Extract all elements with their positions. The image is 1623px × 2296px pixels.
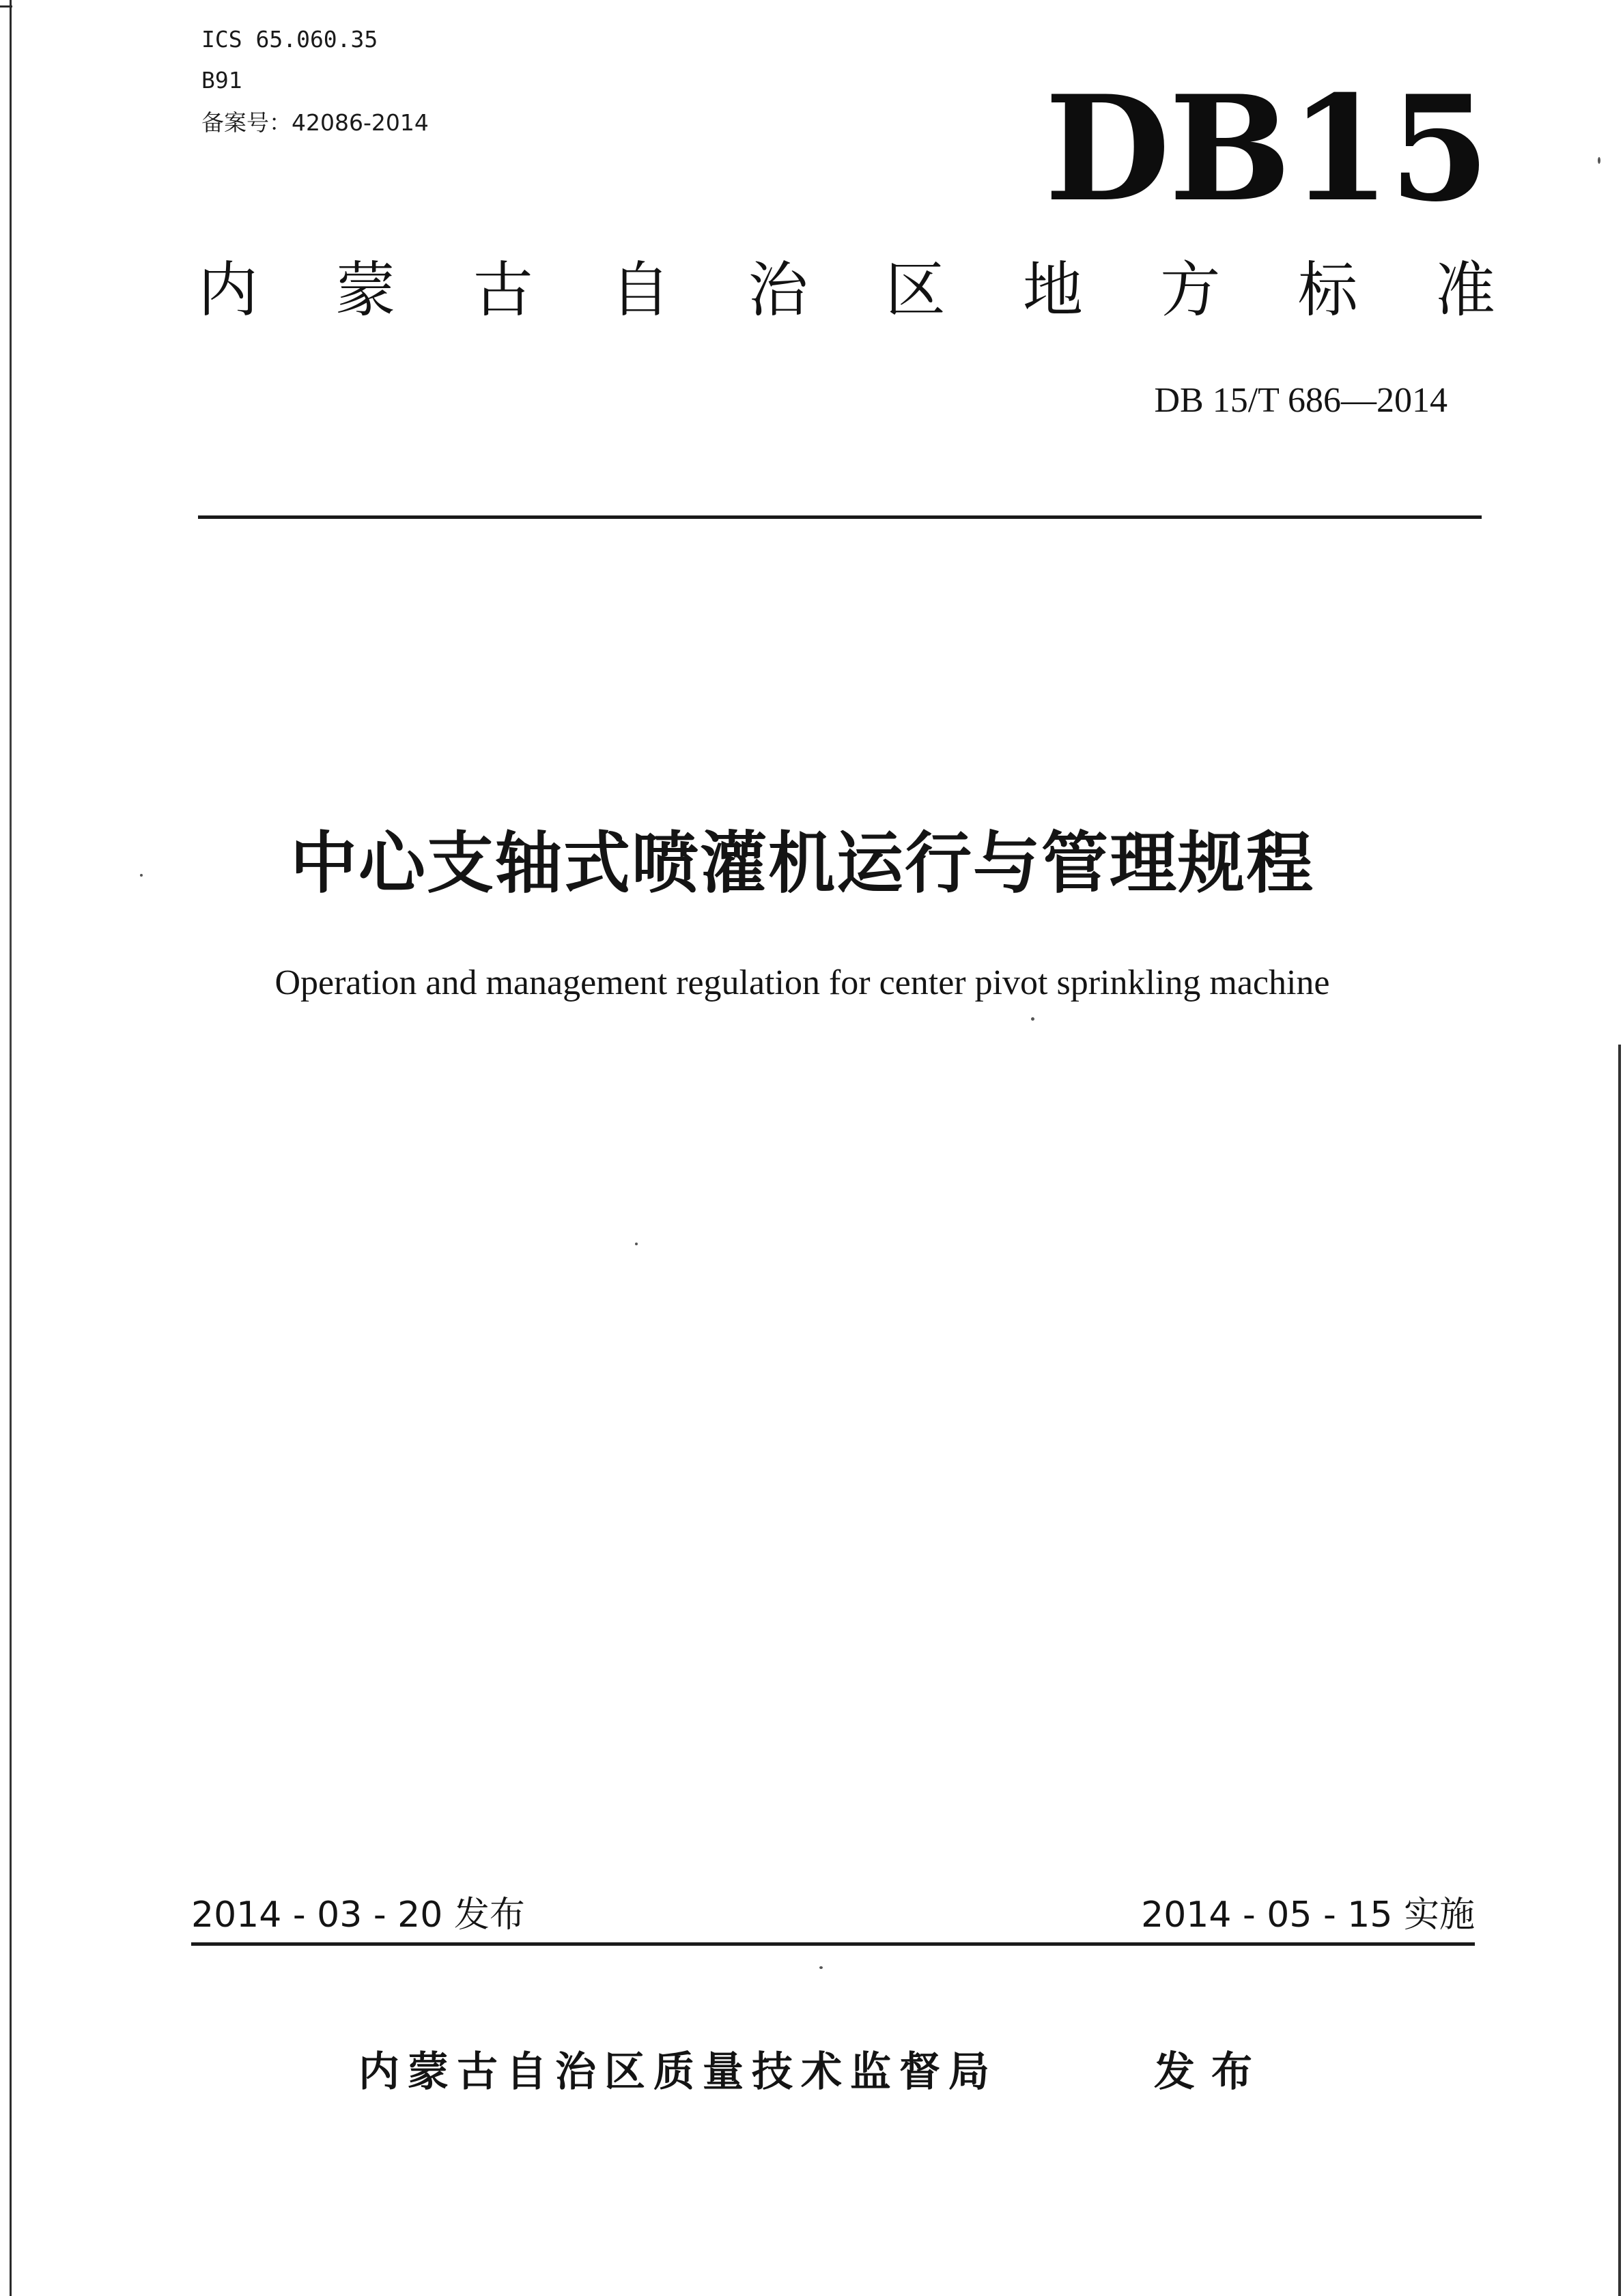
implementation-date: 2014 - 05 - 15 实施 [1141, 1895, 1475, 1936]
scan-edge-right [1618, 1045, 1621, 2296]
standard-type-char: 内 [198, 255, 259, 325]
title-chinese: 中心支轴式喷灌机运行与管理规程 [290, 825, 1314, 903]
standard-logo: DB15 [1045, 63, 1489, 233]
title-english: Operation and management regulation for center pivot sprinkling machine [274, 963, 1330, 1002]
issue-date: 2014 - 03 - 20 发布 [191, 1895, 525, 1936]
classification-code: B91 [201, 67, 242, 94]
standard-type [198, 253, 1495, 328]
filing-number: 备案号：42086-2014 [201, 109, 429, 136]
standard-type-char: 蒙 [335, 255, 396, 325]
standard-type-char: 古 [472, 255, 533, 325]
scan-speck [1598, 157, 1600, 164]
scan-speck [635, 1243, 638, 1245]
scan-speck [1031, 1017, 1034, 1021]
publisher-name: 内蒙古自治区质量技术监督局 [358, 2048, 998, 2096]
footer-divider [191, 1942, 1475, 1946]
scan-edge-left [10, 0, 12, 2296]
standard-number: DB 15/T 686—2014 [1154, 381, 1448, 420]
ics-code: ICS 65.060.35 [201, 26, 378, 53]
publish-label: 发布 [1154, 2048, 1269, 2096]
standard-type-char: 地 [1022, 255, 1083, 325]
scan-speck [819, 1966, 823, 1969]
standard-type-char: 区 [885, 255, 946, 325]
standard-type-char: 自 [610, 255, 671, 325]
scan-speck [140, 874, 143, 877]
standard-type-char: 标 [1297, 255, 1358, 325]
standard-type-char: 治 [748, 255, 808, 325]
scan-edge-tick [0, 5, 12, 8]
standard-type-char: 准 [1435, 255, 1495, 325]
standard-type-char: 方 [1160, 255, 1221, 325]
header-divider [198, 515, 1482, 519]
